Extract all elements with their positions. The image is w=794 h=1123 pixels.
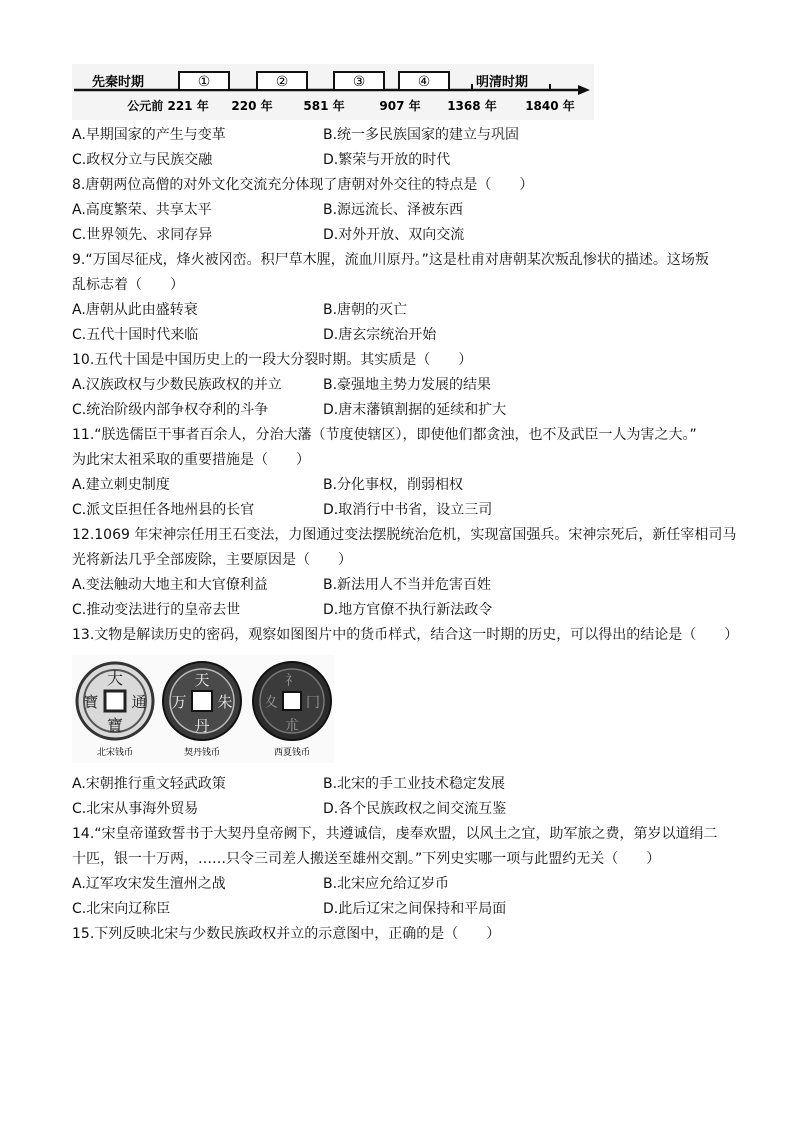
- timeline-arrow: [578, 85, 590, 95]
- q7-option-a[interactable]: A.早期国家的产生与变革: [72, 127, 226, 143]
- svg-text:礻: 礻: [285, 673, 299, 689]
- timeline-box-4-label: ④: [417, 74, 431, 90]
- q12-stem-line1: 12.1069 年宋神宗任用王石变法，力图通过变法摆脱统治危机，实现富国强兵。宋神宗死后，新任宰相司马: [72, 527, 737, 543]
- svg-text:丹: 丹: [194, 717, 210, 735]
- timeline-tick-6: 1840 年: [525, 99, 575, 113]
- svg-text:朮: 朮: [285, 718, 299, 734]
- q10-option-d[interactable]: D.唐末藩镇割据的延续和扩大: [323, 402, 507, 418]
- timeline-right-label: 明清时期: [476, 75, 529, 90]
- q11-option-d[interactable]: D.取消行中书省，设立三司: [323, 502, 493, 518]
- timeline-tick-4: 907 年: [379, 99, 421, 113]
- coin-caption-2: 契丹钱币: [183, 748, 221, 758]
- q13-option-c[interactable]: C.北宋从事海外贸易: [72, 801, 199, 817]
- q12-option-b[interactable]: B.新法用人不当并危害百姓: [323, 577, 492, 593]
- svg-text:万: 万: [171, 693, 187, 711]
- q14-option-d[interactable]: D.此后辽宋之间保持和平局面: [323, 901, 507, 917]
- svg-text:寶: 寶: [83, 693, 99, 711]
- q9-option-d[interactable]: D.唐玄宗统治开始: [323, 327, 437, 343]
- q14-stem-line1: 14.“宋皇帝谨致誓书于大契丹皇帝阙下，共遵诚信，虔奉欢盟，以风土之宜，助军旅之费，第岁以道绢二: [72, 826, 718, 842]
- q11-stem-line2: 为此宋太祖采取的重要措施是（ ）: [72, 452, 310, 468]
- coins-image: [72, 655, 334, 763]
- q10-option-a[interactable]: A.汉族政权与少数民族政权的并立: [72, 377, 282, 393]
- q12-option-d[interactable]: D.地方官僚不执行新法政令: [323, 602, 493, 618]
- q12-stem-line2: 光将新法几乎全部废除，主要原因是（ ）: [72, 552, 352, 568]
- timeline-tick-2: 220 年: [231, 99, 273, 113]
- q14-option-b[interactable]: B.北宋应允给辽岁币: [323, 876, 450, 892]
- timeline-box-2-label: ②: [275, 74, 289, 90]
- q10-option-c[interactable]: C.统治阶级内部争权夺利的斗争: [72, 402, 269, 418]
- q9-option-c[interactable]: C.五代十国时代来临: [72, 327, 199, 343]
- timeline-box-1-label: ①: [197, 74, 211, 90]
- q9-option-b[interactable]: B.唐朝的灭亡: [323, 302, 408, 318]
- q13-stem: 13.文物是解读历史的密码，观察如图图片中的货币样式，结合这一时期的历史，可以得出的结论是（ ）: [72, 627, 739, 643]
- q14-stem-line2: 十匹，银一十万两，……只令三司差人搬送至雄州交割。”下列史实哪一项与此盟约无关（ ）: [72, 851, 661, 867]
- svg-text:通: 通: [131, 693, 147, 711]
- svg-text:天: 天: [194, 671, 210, 689]
- q8-option-a[interactable]: A.高度繁荣、共享太平: [72, 202, 212, 218]
- q9-option-a[interactable]: A.唐朝从此由盛转衰: [72, 302, 198, 318]
- timeline-figure: [72, 64, 594, 120]
- q8-option-c[interactable]: C.世界领先、求同存异: [72, 227, 213, 243]
- q8-stem: 8.唐朝两位高僧的对外文化交流充分体现了唐朝对外交往的特点是（ ）: [72, 177, 534, 193]
- q12-option-a[interactable]: A.变法触动大地主和大官僚利益: [72, 577, 268, 593]
- q11-stem-line1: 11.“朕选儒臣干事者百余人，分治大藩（节度使辖区），即使他们都贪浊，也不及武臣一人为害之大。”: [72, 427, 697, 443]
- timeline-box-3-label: ③: [352, 74, 366, 90]
- timeline-tick-3: 581 年: [303, 99, 345, 113]
- timeline-tick-5: 1368 年: [447, 99, 497, 113]
- khitan-coin: [163, 662, 241, 740]
- q13-option-a[interactable]: A.宋朝推行重文轻武政策: [72, 776, 226, 792]
- coin-caption-1: 北宋钱币: [96, 748, 134, 758]
- q11-option-a[interactable]: A.建立刺史制度: [72, 477, 170, 493]
- timeline-left-label: 先秦时期: [92, 75, 145, 90]
- timeline-tick-1: 公元前 221 年: [127, 99, 209, 113]
- western-xia-coin: [253, 662, 331, 740]
- q7-option-b[interactable]: B.统一多民族国家的建立与巩固: [323, 127, 520, 143]
- q12-option-c[interactable]: C.推动变法进行的皇帝去世: [72, 602, 241, 618]
- q9-stem-line1: 9.“万国尽征戍，烽火被冈峦。积尸草木腥，流血川原丹。”这是杜甫对唐朝某次叛乱惨状的描述。这场叛: [72, 252, 709, 268]
- q10-stem: 10.五代十国是中国历史上的一段大分裂时期。其实质是（ ）: [72, 352, 473, 368]
- q13-option-b[interactable]: B.北宋的手工业技术稳定发展: [323, 776, 506, 792]
- q11-option-c[interactable]: C.派文臣担任各地州县的长官: [72, 502, 255, 518]
- q7-option-d[interactable]: D.繁荣与开放的时代: [323, 152, 451, 168]
- q14-option-c[interactable]: C.北宋向辽称臣: [72, 901, 171, 917]
- svg-text:夊: 夊: [264, 695, 278, 711]
- svg-text:寶: 寶: [106, 716, 124, 735]
- northern-song-coin: [77, 663, 153, 739]
- svg-text:大: 大: [106, 669, 124, 688]
- svg-text:朱: 朱: [217, 693, 233, 711]
- q11-option-b[interactable]: B.分化事权，削弱相权: [323, 477, 464, 493]
- coin-caption-3: 西夏钱币: [273, 748, 311, 758]
- q9-stem-line2: 乱标志着（ ）: [72, 277, 184, 293]
- q14-option-a[interactable]: A.辽军攻宋发生澶州之战: [72, 876, 226, 892]
- q7-option-c[interactable]: C.政权分立与民族交融: [72, 152, 213, 168]
- q13-option-d[interactable]: D.各个民族政权之间交流互鉴: [323, 801, 507, 817]
- q8-option-b[interactable]: B.源远流长、泽被东西: [323, 202, 464, 218]
- q8-option-d[interactable]: D.对外开放、双向交流: [323, 227, 465, 243]
- q10-option-b[interactable]: B.豪强地主势力发展的结果: [323, 377, 492, 393]
- q15-stem: 15.下列反映北宋与少数民族政权并立的示意图中，正确的是（ ）: [72, 926, 501, 942]
- svg-text:冂: 冂: [306, 695, 320, 711]
